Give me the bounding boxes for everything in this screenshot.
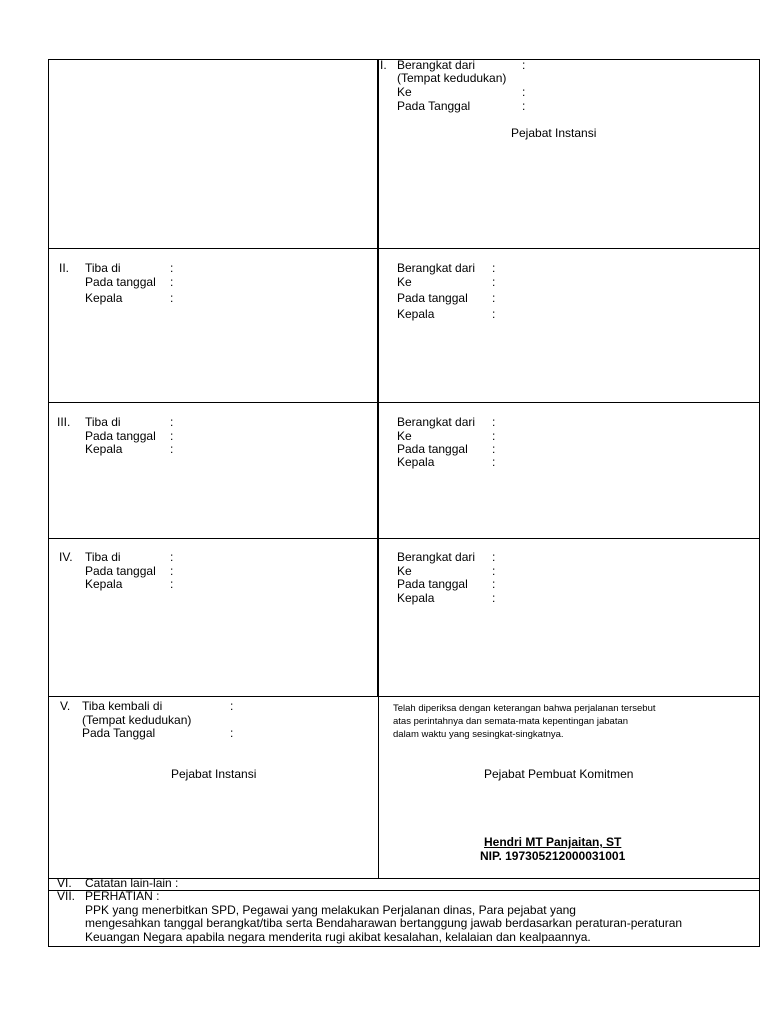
pada-tanggal-label: Pada tanggal xyxy=(397,442,468,456)
notice-line: mengesahkan tanggal berangkat/tiba serta Bendaharawan bertanggung jawab berdasarkan peraturan-peraturan xyxy=(85,916,683,930)
section-number: V. xyxy=(60,699,71,713)
statement-line: Telah diperiksa dengan keterangan bahwa perjalanan tersebut xyxy=(393,703,656,714)
colon: : xyxy=(492,550,496,564)
berangkat-dari-label: Berangkat dari xyxy=(397,415,476,429)
tempat-kedudukan-label: (Tempat kedudukan) xyxy=(82,713,192,727)
colon: : xyxy=(492,455,496,469)
berangkat-dari-label: Berangkat dari xyxy=(397,261,476,275)
pada-tanggal-label: Pada Tanggal xyxy=(82,726,156,740)
pejabat-instansi-label: Pejabat Instansi xyxy=(171,767,257,781)
colon: : xyxy=(170,415,174,429)
perhatian-label: PERHATIAN : xyxy=(85,889,160,903)
notice-line: Keuangan Negara apabila negara menderita rugi akibat kesalahan, kelalaian dan kealpaannya. xyxy=(85,930,591,944)
colon: : xyxy=(522,85,526,99)
pada-tanggal-label: Pada tanggal xyxy=(397,577,468,591)
ke-label: Ke xyxy=(397,429,412,443)
tiba-di-label: Tiba di xyxy=(85,550,121,564)
ppk-name: Hendri MT Panjaitan, ST xyxy=(484,835,622,849)
colon: : xyxy=(492,577,496,591)
colon: : xyxy=(492,591,496,605)
notice-line: PPK yang menerbitkan SPD, Pegawai yang melakukan Perjalanan dinas, Para pejabat yang xyxy=(85,903,576,917)
column-divider xyxy=(378,696,379,878)
pada-tanggal-label: Pada tanggal xyxy=(85,275,156,289)
berangkat-dari-label: Berangkat dari xyxy=(397,58,476,72)
kepala-label: Kepala xyxy=(397,591,435,605)
colon: : xyxy=(170,275,174,289)
colon: : xyxy=(170,291,174,305)
ppk-nip: NIP. 197305212000031001 xyxy=(480,849,626,863)
section-number: I. xyxy=(380,58,387,72)
section-number: VII. xyxy=(57,889,76,903)
colon: : xyxy=(492,275,496,289)
catatan-label: Catatan lain-lain : xyxy=(85,876,179,890)
divider xyxy=(49,696,759,697)
pejabat-instansi-label: Pejabat Instansi xyxy=(511,126,597,140)
tiba-di-label: Tiba di xyxy=(85,415,121,429)
pada-tanggal-label: Pada tanggal xyxy=(85,429,156,443)
colon: : xyxy=(492,291,496,305)
statement-line: dalam waktu yang sesingkat-singkatnya. xyxy=(393,729,564,740)
ke-label: Ke xyxy=(397,275,412,289)
ke-label: Ke xyxy=(397,564,412,578)
colon: : xyxy=(230,699,234,713)
colon: : xyxy=(522,99,526,113)
divider xyxy=(49,402,759,403)
colon: : xyxy=(170,429,174,443)
divider xyxy=(49,538,759,539)
pada-tanggal-label: Pada tanggal xyxy=(85,564,156,578)
colon: : xyxy=(492,564,496,578)
divider xyxy=(49,248,759,249)
colon: : xyxy=(492,429,496,443)
berangkat-dari-label: Berangkat dari xyxy=(397,550,476,564)
colon: : xyxy=(170,550,174,564)
colon: : xyxy=(492,442,496,456)
colon: : xyxy=(492,415,496,429)
kepala-label: Kepala xyxy=(85,291,123,305)
section-number: III. xyxy=(57,415,71,429)
pada-tanggal-label: Pada tanggal xyxy=(397,291,468,305)
kepala-label: Kepala xyxy=(85,577,123,591)
colon: : xyxy=(230,726,234,740)
ke-label: Ke xyxy=(397,85,412,99)
kepala-label: Kepala xyxy=(397,455,435,469)
colon: : xyxy=(522,58,526,72)
column-divider xyxy=(377,60,379,696)
pada-tanggal-label: Pada Tanggal xyxy=(397,99,471,113)
statement-line: atas perintahnya dan semata-mata kepentingan jabatan xyxy=(393,716,629,727)
travel-form-back-page xyxy=(48,59,760,947)
ppk-title: Pejabat Pembuat Komitmen xyxy=(484,767,634,781)
colon: : xyxy=(170,261,174,275)
tiba-kembali-label: Tiba kembali di xyxy=(82,699,163,713)
colon: : xyxy=(170,442,174,456)
section-number: IV. xyxy=(59,550,73,564)
tempat-kedudukan-label: (Tempat kedudukan) xyxy=(397,71,507,85)
section-number: II. xyxy=(59,261,70,275)
tiba-di-label: Tiba di xyxy=(85,261,121,275)
section-number: VI. xyxy=(57,876,72,890)
colon: : xyxy=(170,577,174,591)
colon: : xyxy=(492,261,496,275)
colon: : xyxy=(170,564,174,578)
colon: : xyxy=(492,307,496,321)
kepala-label: Kepala xyxy=(397,307,435,321)
kepala-label: Kepala xyxy=(85,442,123,456)
